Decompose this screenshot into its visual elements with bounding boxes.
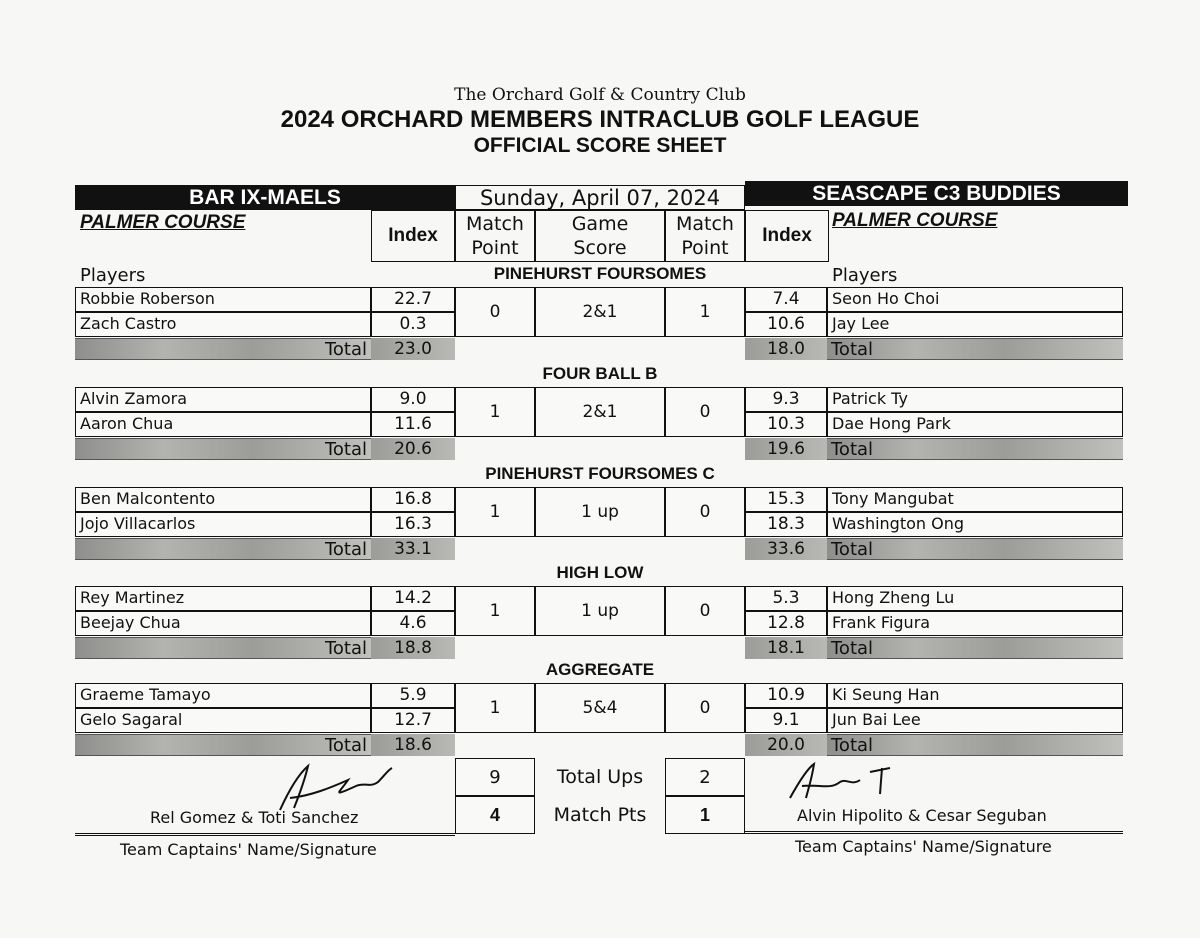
right-total-value: 33.6 <box>745 538 827 560</box>
club-name: The Orchard Golf & Country Club <box>454 85 746 105</box>
right-total-bar <box>827 637 1123 659</box>
left-player-name: Gelo Sagaral <box>75 708 371 733</box>
left-course: PALMER COURSE <box>80 212 246 233</box>
match-date: Sunday, April 07, 2024 <box>455 185 745 210</box>
left-match-point-header <box>455 210 535 262</box>
left-total-bar <box>75 734 371 756</box>
right-player-name: Tony Mangubat <box>827 487 1123 512</box>
right-total-bar <box>827 438 1123 460</box>
left-signature-line <box>75 833 455 836</box>
left-player-name: Ben Malcontento <box>75 487 371 512</box>
section-title: PINEHURST FOURSOMES <box>493 264 707 283</box>
game-score: 1 up <box>535 487 665 537</box>
right-match-point: 0 <box>665 487 745 537</box>
right-player-index: 15.3 <box>745 487 827 512</box>
left-player-index: 12.7 <box>371 708 455 733</box>
left-total-value: 20.6 <box>371 438 455 460</box>
right-total-bar <box>827 338 1123 360</box>
right-player-index: 18.3 <box>745 512 827 537</box>
right-total-ups: 2 <box>665 758 745 796</box>
right-match-point: 1 <box>665 287 745 337</box>
left-match-pts: 4 <box>455 796 535 834</box>
total-ups-label: Total Ups <box>556 766 644 788</box>
right-total-value: 19.6 <box>745 438 827 460</box>
left-index-header: Index <box>371 210 455 262</box>
left-total-value: 18.6 <box>371 734 455 756</box>
right-captains-label: Team Captains' Name/Signature <box>795 837 1052 856</box>
sheet-title: OFFICIAL SCORE SHEET <box>473 134 727 157</box>
left-player-name: Graeme Tamayo <box>75 683 371 708</box>
left-player-index: 5.9 <box>371 683 455 708</box>
left-total-label: Total <box>324 638 367 659</box>
right-total-value: 18.1 <box>745 637 827 659</box>
right-total-label: Total <box>831 638 874 659</box>
left-player-index: 11.6 <box>371 412 455 437</box>
right-total-value: 20.0 <box>745 734 827 756</box>
section-title: FOUR BALL B <box>542 364 658 383</box>
right-player-index: 10.3 <box>745 412 827 437</box>
left-total-bar <box>75 338 371 360</box>
left-player-name: Jojo Villacarlos <box>75 512 371 537</box>
section-title: AGGREGATE <box>545 660 655 679</box>
game-score: 5&4 <box>535 683 665 733</box>
right-player-index: 5.3 <box>745 586 827 611</box>
header-line: Score <box>573 237 627 259</box>
left-player-index: 16.8 <box>371 487 455 512</box>
right-player-name: Jay Lee <box>827 312 1123 337</box>
right-match-point: 0 <box>665 387 745 437</box>
right-player-index: 7.4 <box>745 287 827 312</box>
header-line: Point <box>471 237 519 259</box>
left-total-value: 33.1 <box>371 538 455 560</box>
right-total-label: Total <box>831 439 874 460</box>
left-player-name: Alvin Zamora <box>75 387 371 412</box>
left-player-name: Beejay Chua <box>75 611 371 636</box>
league-title: 2024 ORCHARD MEMBERS INTRACLUB GOLF LEAGUE <box>280 106 920 133</box>
right-captains-name: Alvin Hipolito & Cesar Seguban <box>797 806 1047 825</box>
right-match-pts: 1 <box>665 796 745 834</box>
right-player-name: Hong Zheng Lu <box>827 586 1123 611</box>
section-title: HIGH LOW <box>556 563 644 582</box>
left-total-label: Total <box>324 339 367 360</box>
left-team-name: BAR IX-MAELS <box>75 185 455 210</box>
right-player-name: Washington Ong <box>827 512 1123 537</box>
left-match-point: 0 <box>455 287 535 337</box>
left-players-label: Players <box>80 265 146 286</box>
left-player-index: 14.2 <box>371 586 455 611</box>
left-player-index: 22.7 <box>371 287 455 312</box>
right-signature-icon <box>780 760 930 805</box>
left-total-label: Total <box>324 439 367 460</box>
right-total-bar <box>827 538 1123 560</box>
right-total-label: Total <box>831 735 874 756</box>
right-match-point: 0 <box>665 586 745 636</box>
right-player-name: Patrick Ty <box>827 387 1123 412</box>
right-player-index: 10.6 <box>745 312 827 337</box>
right-course: PALMER COURSE <box>832 210 998 231</box>
right-index-header: Index <box>745 210 829 262</box>
right-player-name: Dae Hong Park <box>827 412 1123 437</box>
left-captains-name: Rel Gomez & Toti Sanchez <box>150 808 359 827</box>
right-player-name: Ki Seung Han <box>827 683 1123 708</box>
right-total-label: Total <box>831 339 874 360</box>
left-match-point: 1 <box>455 586 535 636</box>
left-player-name: Zach Castro <box>75 312 371 337</box>
right-player-index: 12.8 <box>745 611 827 636</box>
right-team-name: SEASCAPE C3 BUDDIES <box>745 181 1128 206</box>
right-total-value: 18.0 <box>745 338 827 360</box>
left-total-bar <box>75 637 371 659</box>
game-score: 1 up <box>535 586 665 636</box>
left-match-point: 1 <box>455 487 535 537</box>
right-players-label: Players <box>832 265 898 286</box>
left-player-index: 0.3 <box>371 312 455 337</box>
right-player-name: Seon Ho Choi <box>827 287 1123 312</box>
left-player-name: Robbie Roberson <box>75 287 371 312</box>
match-pts-label: Match Pts <box>553 804 647 826</box>
header-line: Match <box>466 213 524 235</box>
left-player-index: 4.6 <box>371 611 455 636</box>
header-line: Point <box>681 237 729 259</box>
header-line: Game <box>571 213 629 235</box>
right-total-bar <box>827 734 1123 756</box>
left-match-point: 1 <box>455 387 535 437</box>
right-signature-line <box>745 831 1123 834</box>
game-score-header <box>535 210 665 262</box>
left-total-ups: 9 <box>455 758 535 796</box>
right-match-point: 0 <box>665 683 745 733</box>
left-captains-label: Team Captains' Name/Signature <box>120 840 377 859</box>
left-player-index: 9.0 <box>371 387 455 412</box>
left-total-bar <box>75 438 371 460</box>
right-match-point-header <box>665 210 745 262</box>
header-line: Match <box>676 213 734 235</box>
left-player-name: Aaron Chua <box>75 412 371 437</box>
left-player-name: Rey Martinez <box>75 586 371 611</box>
left-total-value: 18.8 <box>371 637 455 659</box>
game-score: 2&1 <box>535 387 665 437</box>
game-score: 2&1 <box>535 287 665 337</box>
right-player-index: 9.1 <box>745 708 827 733</box>
left-match-point: 1 <box>455 683 535 733</box>
left-total-label: Total <box>324 735 367 756</box>
left-total-value: 23.0 <box>371 338 455 360</box>
right-player-name: Jun Bai Lee <box>827 708 1123 733</box>
left-player-index: 16.3 <box>371 512 455 537</box>
left-total-bar <box>75 538 371 560</box>
right-player-name: Frank Figura <box>827 611 1123 636</box>
right-total-label: Total <box>831 539 874 560</box>
left-total-label: Total <box>324 539 367 560</box>
right-player-index: 9.3 <box>745 387 827 412</box>
section-title: PINEHURST FOURSOMES C <box>485 464 715 483</box>
right-player-index: 10.9 <box>745 683 827 708</box>
